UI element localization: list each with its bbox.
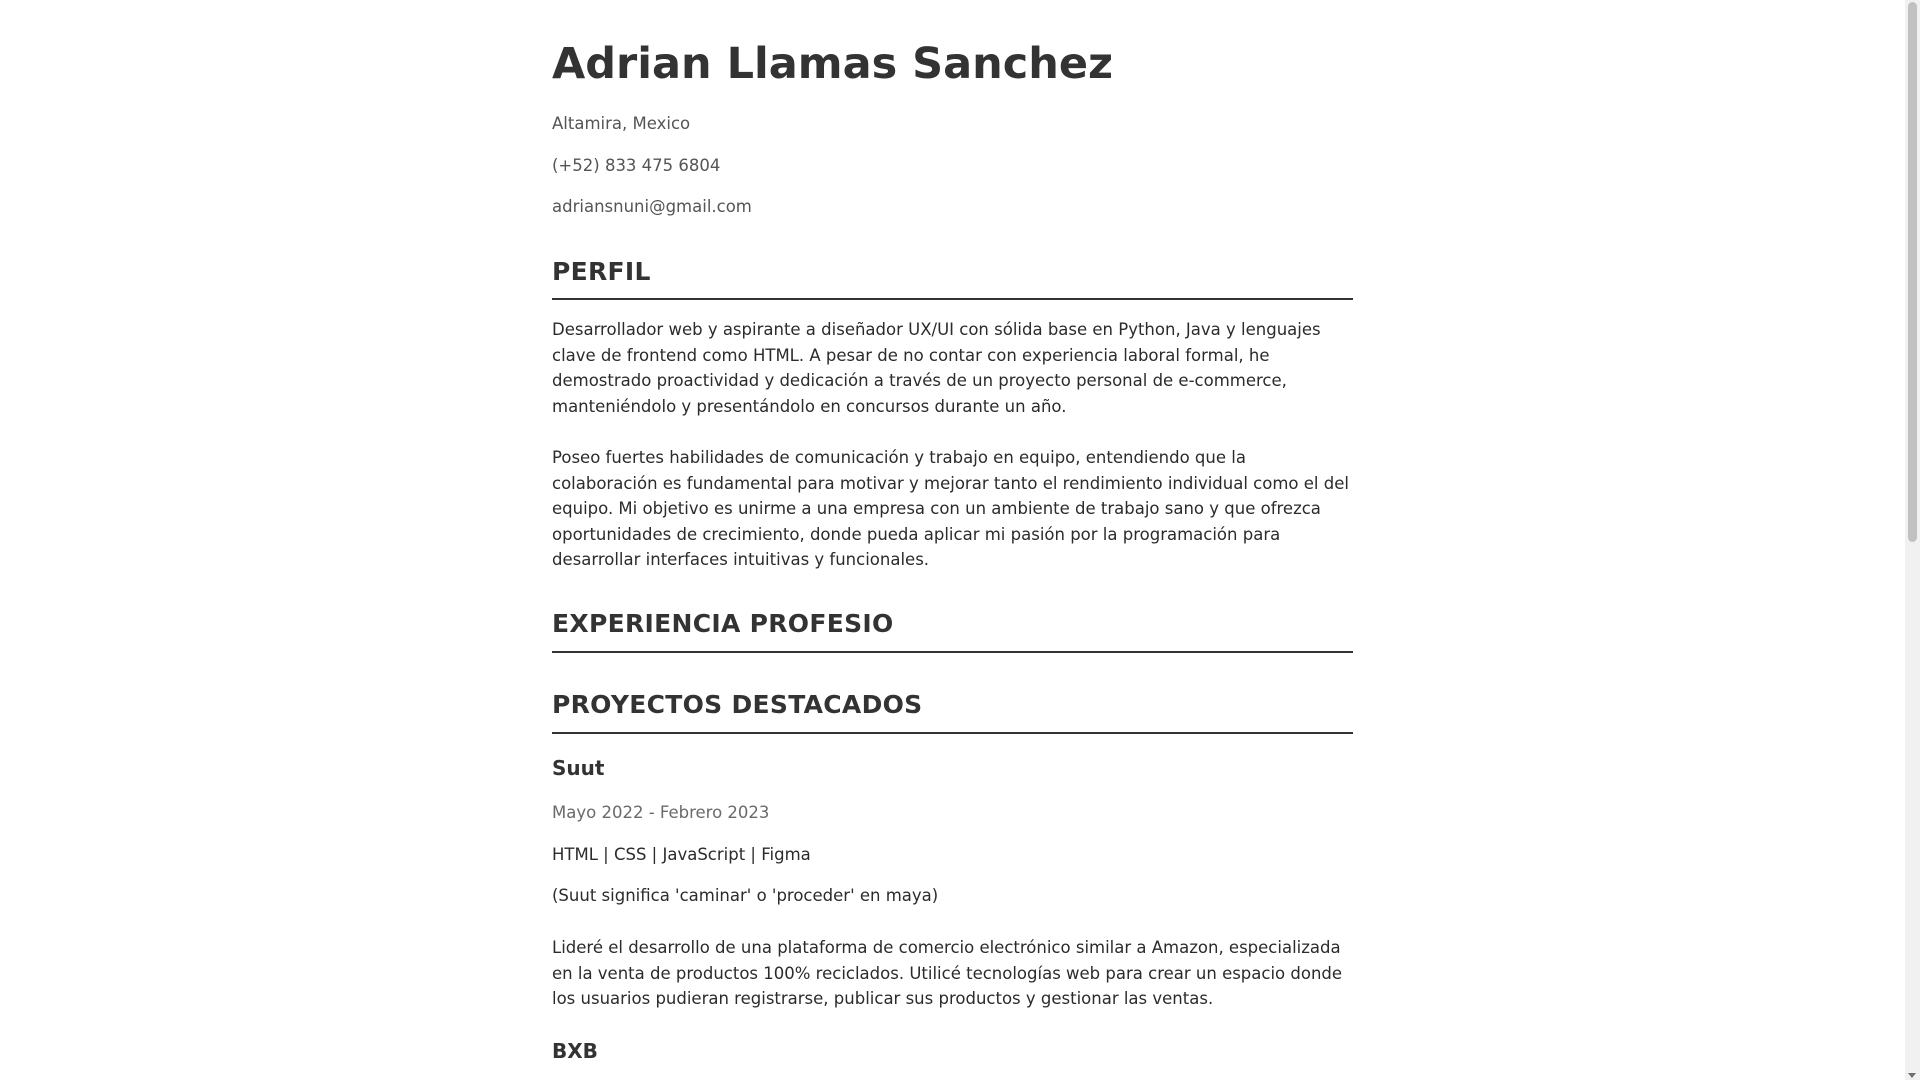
section-title-proyectos: PROYECTOS DESTACADOS — [552, 690, 923, 719]
project-description: Lideré el desarrollo de una plataforma de comercio electrónico similar a Amazon, especializada en la venta de productos 100% reciclados. Utilicé tecnologías web para crear un espacio donde los usuarios pudieran registrarse, publicar sus productos y gestionar las ventas. — [552, 938, 1343, 1009]
section-divider — [552, 732, 1353, 734]
project-tech: HTML | CSS | JavaScript | Figma — [552, 845, 811, 864]
section-title-experiencia: EXPERIENCIA PROFESIO — [552, 609, 894, 638]
section-divider — [552, 651, 1353, 653]
project-dates: Mayo 2022 - Febrero 2023 — [552, 803, 770, 822]
scrollbar-thumb[interactable] — [1908, 2, 1917, 542]
perfil-paragraph-1: Desarrollador web y aspirante a diseñador UX/UI con sólida base en Python, Java y lenguajes clave de frontend como HTML. A pesar de no contar con experiencia laboral formal, he demostrado proactividad y dedicación a través de un proyecto personal de e-commerce, manteniéndolo y presentándolo en concursos durante un año. — [552, 320, 1321, 416]
page-title: Adrian Llamas Sanchez — [552, 39, 1114, 89]
project-title: Suut — [552, 756, 605, 780]
section-title-perfil: PERFIL — [552, 257, 651, 286]
perfil-paragraph-2: Poseo fuertes habilidades de comunicación y trabajo en equipo, entendiendo que la colaboración es fundamental para motivar y mejorar tanto el rendimiento individual como el del equipo. Mi objetivo es unirme a una empresa con un ambiente de trabajo sano y que ofrezca oportunidades de crecimiento, donde pueda aplicar mi pasión por la programación para desarrollar interfaces intuitivas y funcionales. — [552, 448, 1349, 570]
location-text: Altamira, Mexico — [552, 114, 691, 133]
email-text: adriansnuni@gmail.com — [552, 197, 752, 216]
project-title: BXB — [552, 1039, 598, 1063]
scroll-down-arrow-icon[interactable] — [1908, 1073, 1916, 1078]
project-note: (Suut significa 'caminar' o 'proceder' en maya) — [552, 886, 939, 905]
vertical-scrollbar[interactable] — [1905, 0, 1920, 1080]
section-divider — [552, 298, 1353, 300]
phone-text: (+52) 833 475 6804 — [552, 156, 721, 175]
